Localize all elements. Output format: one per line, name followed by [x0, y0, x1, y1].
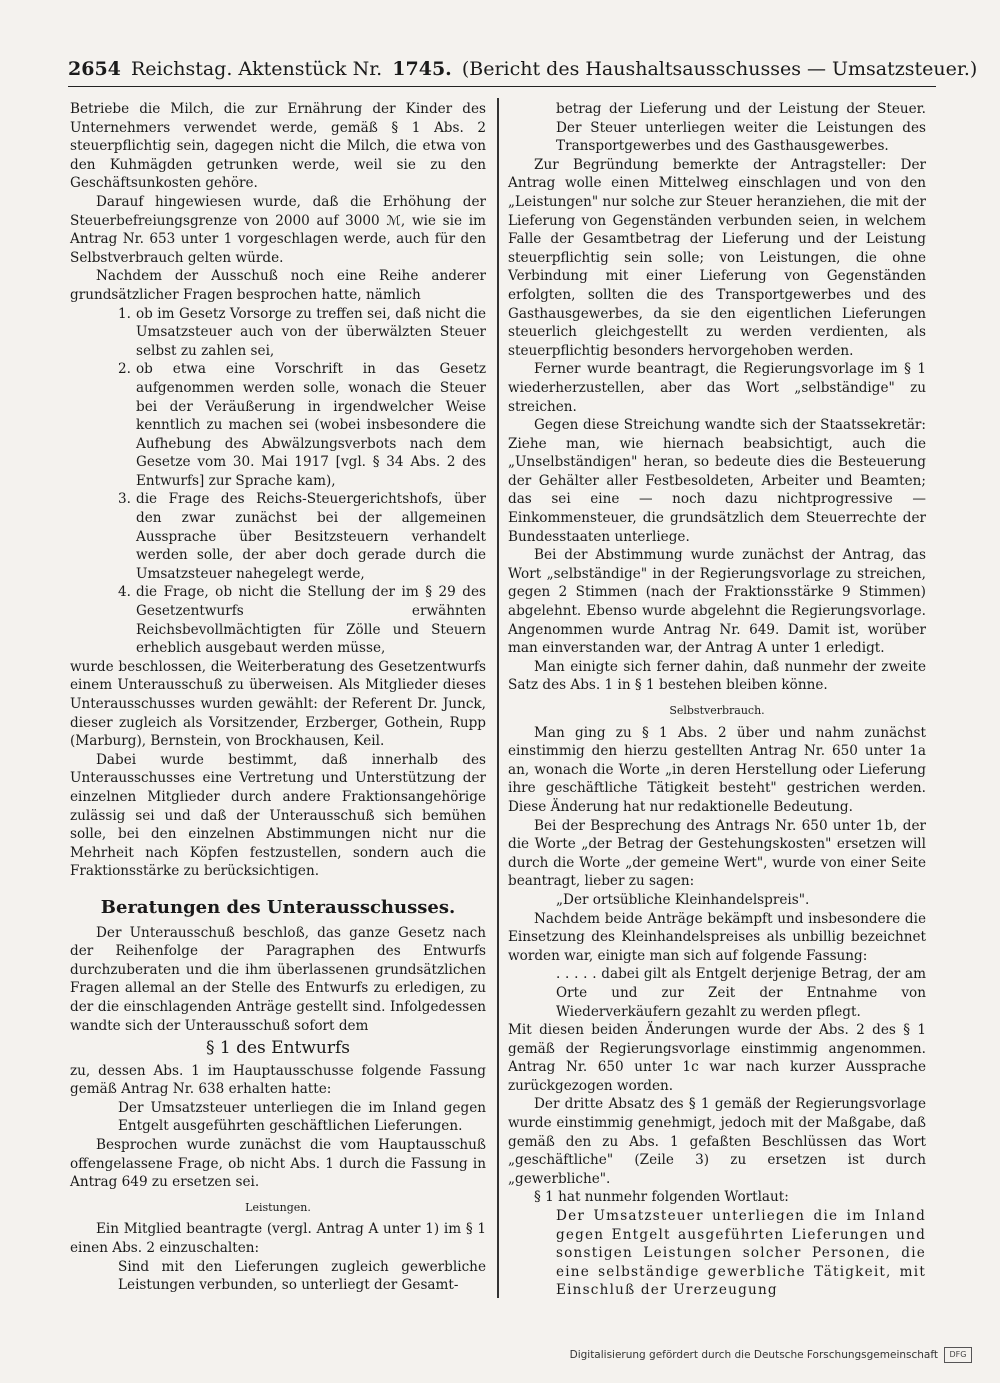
list-text: die Frage, ob nicht die Stellung der im § 29 des Gesetzentwurfs erwähnten Reichsbevollmächtigten für Zölle und Steuern erheblich ausgebaut werden müsse, — [136, 584, 486, 657]
paragraph: Nachdem der Ausschuß noch eine Reihe anderer grundsätzlicher Fragen besprochen hatte, nämlich — [70, 268, 486, 303]
section-heading: Beratungen des Unterausschusses. — [100, 896, 456, 918]
page-header — [68, 58, 978, 87]
paragraph: Gegen diese Streichung wandte sich der Staatssekretär: Ziehe man, wie hiernach beabsichtigt, auch die „Unselbständigen" heran, so bedeute dies die Besteuerung der Gehälter aller Festbesoldeten, Arbeiter und Beamten; das sei eine — noch dazu nichtprogressive — Einkommensteuer, die grundsätzlich dem Steuerrechte der Bundesstaaten unterliege. — [508, 417, 926, 545]
quoted-text: Sind mit den Lieferungen zugleich gewerbliche Leistungen verbunden, so unterliegt der Gesamt- — [118, 1258, 486, 1294]
paragraph: zu, dessen Abs. 1 im Hauptausschusse folgende Fassung gemäß Antrag Nr. 638 erhalten hatte: — [70, 1062, 486, 1098]
list-text: ob im Gesetz Vorsorge zu treffen sei, daß nicht die Umsatzsteuer auch von der überwälzten Steuer selbst zu zahlen sei, — [136, 305, 486, 359]
question-list — [118, 305, 486, 658]
footer-text: Digitalisierung gefördert durch die Deutsche Forschungsgemeinschaft — [569, 1349, 938, 1361]
dfg-logo: DFG — [944, 1347, 972, 1363]
subheading: Leistungen. — [245, 1200, 311, 1214]
list-text: die Frage des Reichs-Steuergerichtshofs, über den zwar zunächst bei der allgemeinen Aussprache über Besitzsteuern verhandelt werden solle, der aber doch gerade durch die Umsatzsteuer nahegelegt werde, — [136, 491, 486, 582]
paragraph: Der dritte Absatz des § 1 gemäß der Regierungsvorlage wurde einstimmig genehmigt, jedoch mit der Maßgabe, daß gemäß den zu Abs. 1 gefaßten Beschlüssen das Wort „geschäftliche" (Zeile 3) zu ersetzen ist durch „gewerbliche". — [508, 1096, 926, 1187]
document-number: 1745. — [392, 58, 452, 80]
right-column — [508, 100, 926, 1300]
quoted-text: Der Umsatzsteuer unterliegen die im Inland gegen Entgelt ausgeführten geschäftlichen Lieferungen. — [118, 1099, 486, 1135]
paragraph: Man einigte sich ferner dahin, daß nunmehr der zweite Satz des Abs. 1 in § 1 bestehen bleiben könne. — [508, 658, 926, 694]
list-number: 1. — [118, 305, 131, 322]
footer — [570, 1347, 972, 1363]
list-number: 4. — [118, 584, 131, 601]
paragraph: Darauf hingewiesen wurde, daß die Erhöhung der Steuerbefreiungsgrenze von 2000 auf 3000 ℳ, wie sie im Antrag Nr. 653 unter 1 vorgeschlagen werde, auch für den Selbstverbrauch gelten würde. — [70, 193, 486, 266]
list-item — [118, 305, 486, 361]
paragraph: Bei der Abstimmung wurde zunächst der Antrag, das Wort „selbständige" in der Regierungsvorlage zu streichen, gegen 2 Stimmen (nach der Fraktionsstärke 9 Stimmen) abgelehnt. Ebenso wurde abgelehnt die Regierungsvorlage. Angenommen wurde Antrag Nr. 649. Damit ist, worüber man einverstanden war, der Antrag A unter 1 erledigt. — [508, 547, 926, 657]
paragraph: Man ging zu § 1 Abs. 2 über und nahm zunächst einstimmig den hierzu gestellten Antrag Nr. 650 unter 1a an, wonach die Worte „in deren Herstellung oder Lieferung ihre geschäftliche Tätigkeit besteht" gestrichen werden. Diese Änderung hat nur redaktionelle Bedeutung. — [508, 724, 926, 815]
list-number: 3. — [118, 491, 131, 508]
list-text: ob etwa eine Vorschrift in das Gesetz aufgenommen werden solle, wonach die Steuer bei der Veräußerung in irgendwelcher Weise kenntlich zu machen sei (wobei insbesondere die Aufhebung des Abwälzungsverbots nach dem Gesetze vom 30. Mai 1917 [vgl. § 34 Abs. 2 des Entwurfs] zur Sprache kam), — [136, 361, 486, 489]
paragraph: Besprochen wurde zunächst die vom Hauptausschuß offengelassene Frage, ob nicht Abs. 1 durch die Fassung in Antrag 649 zu ersetzen sei. — [70, 1137, 486, 1191]
paragraph: Zur Begründung bemerkte der Antragsteller: Der Antrag wolle einen Mittelweg einschlagen und von den „Leistungen" nur solche zur Steuer heranziehen, die mit der Lieferung von Gegenständen verbunden seien, in welchem Falle der Gesamtbetrag der Lieferung und der Leistung steuerpflichtig sein solle; von Leistungen, die ohne Verbindung mit einer Lieferung von Gegenständen erfolgten, sollten die des Transportgewerbes und des Gasthausgewerbes, da sie den eigentlichen Lieferungen steuerlich gleichgestellt zu werden verdienten, als steuerpflichtig besonders hervorgehoben werden. — [508, 156, 926, 359]
paragraph: Nachdem beide Anträge bekämpft und insbesondere die Einsetzung des Kleinhandelspreises als unbillig bezeichnet worden war, einigte man sich auf folgende Fassung: — [508, 910, 926, 964]
paragraph: Ein Mitglied beantragte (vergl. Antrag A unter 1) im § 1 einen Abs. 2 einzuschalten: — [70, 1221, 486, 1257]
page-number: 2654 — [68, 58, 121, 80]
paragraph: Betriebe die Milch, die zur Ernährung der Kinder des Unternehmers verwendet werde, gemäß § 1 Abs. 2 steuerpflichtig sein, dagegen nicht die Milch, die etwa von den Kuhmägden getrunken werde, weil sie zu den Geschäftsunkosten gehöre. — [70, 101, 486, 192]
header-title: Reichstag. Aktenstück Nr. — [130, 58, 383, 80]
left-column — [70, 100, 486, 1295]
column-divider — [497, 98, 499, 1298]
paragraph: Der Unterausschuß beschloß, das ganze Gesetz nach der Reihenfolge der Paragraphen des Entwurfs durchzuberaten und die ihm überlassenen grundsätzlichen Fragen allemal an der Stelle des Entwurfs zu erledigen, zu der die einschlagenden Anträge gestellt sind. Infolgedessen wandte sich der Unterausschuß sofort dem — [70, 924, 486, 1034]
quoted-text: betrag der Lieferung und der Leistung der Steuer. Der Steuer unterliegen weiter die Leistungen des Transportgewerbes und des Gasthausgewerbes. — [556, 101, 926, 155]
paragraph: Mit diesen beiden Änderungen wurde der Abs. 2 des § 1 gemäß der Regierungsvorlage einstimmig angenommen. Antrag Nr. 650 unter 1c war nach kurzer Aussprache zurückgezogen worden. — [508, 1022, 926, 1094]
paragraph: wurde beschlossen, die Weiterberatung des Gesetzentwurfs einem Unterausschuß zu überweisen. Als Mitglieder dieses Unterausschusses wurden gewählt: der Referent Dr. Junck, dieser zugleich als Vorsitzender, Erzberger, Gothein, Rupp (Marburg), Bernstein, von Brockhausen, Keil. — [70, 658, 486, 750]
paragraph: Dabei wurde bestimmt, daß innerhalb des Unterausschusses eine Vertretung und Unterstützung der einzelnen Mitglieder durch andere Fraktionsangehörige zulässig sei und daß der Unterausschuß sich bemühen solle, bei den einzelnen Abstimmungen nicht nur die Mehrheit nach Köpfen festzustellen, sondern auch die Fraktionsstärke zu berücksichtigen. — [70, 751, 486, 880]
paragraph: Ferner wurde beantragt, die Regierungsvorlage im § 1 wiederherzustellen, aber das Wort „selbständige" zu streichen. — [508, 361, 926, 415]
quoted-text: „Der ortsübliche Kleinhandelspreis". — [556, 891, 810, 908]
list-item — [118, 490, 486, 583]
paragraph: § 1 hat nunmehr folgenden Wortlaut: — [534, 1189, 789, 1206]
quoted-text: . . . . . dabei gilt als Entgelt derjenige Betrag, der am Orte und zur Zeit der Entnahme von Wiederverkäufern gezahlt zu werden pflegt. — [556, 966, 926, 1020]
quoted-text: Der Umsatzsteuer unterliegen die im Inland gegen Entgelt ausgeführten Lieferungen und sonstigen Leistungen solcher Personen, die eine selbständige gewerbliche Tätigkeit, mit Einschluß der Urerzeugung — [556, 1208, 926, 1299]
list-item — [118, 360, 486, 490]
list-number: 2. — [118, 361, 131, 378]
subheading: Selbstverbrauch. — [669, 704, 765, 717]
header-subject: (Bericht des Haushaltsausschusses — Umsatzsteuer.) — [461, 58, 978, 80]
paragraph: Bei der Besprechung des Antrags Nr. 650 unter 1b, der die Worte „der Betrag der Gestehungskosten" ersetzen will durch die Worte „der gemeine Wert", wurde von einer Seite beantragt, lieber zu sagen: — [508, 817, 926, 890]
list-item — [118, 583, 486, 657]
section-paragraph-title: § 1 des Entwurfs — [205, 1038, 351, 1059]
